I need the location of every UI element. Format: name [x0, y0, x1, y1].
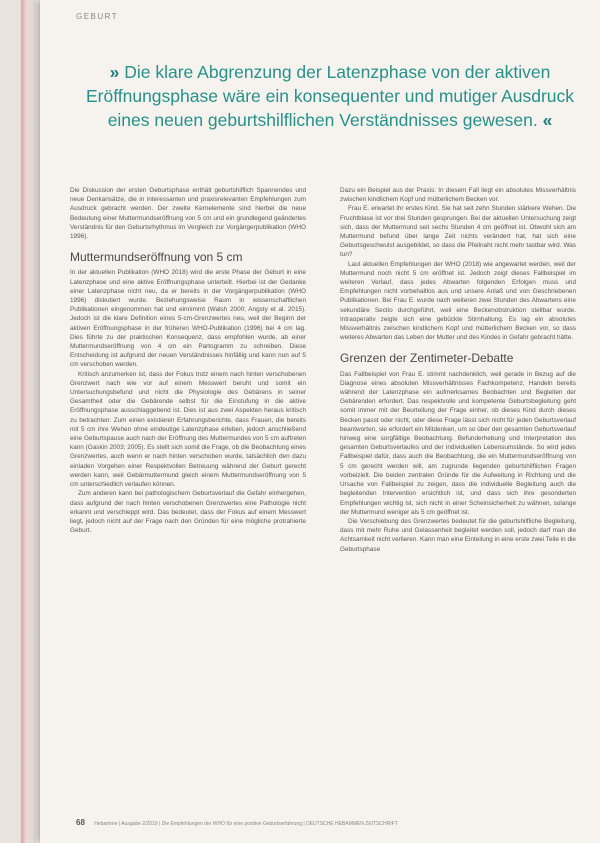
magazine-page	[40, 0, 600, 843]
body-paragraph: Kritisch anzumerken ist, dass der Fokus trotz einem nach hinten verschobenen Grenzwert nach wie vor auf einem Messwert beruht und somit ein Untersuchungsbefund und nicht die Physiologie des Gebärens in seiner Gesamtheit oder die Gebärende selbst für die Einstufung in die aktive Eröffnungsphase ausschlaggebend ist. Dies ist aus zwei Aspekten heraus kritisch zu betrachten: Zum einen existieren Erfahrungsberichte, dass Frauen, die bereits mit 5 cm ihre Wehen ohne eindeutige Latenzphase erleben, jedoch anschließend eine Geburtspause auch nach der Eröffnung des Muttermundes von 5 cm auftreten kann (Gaskin 2003; 2005). Es stellt sich somit die Frage, ob die Beobachtung eines Grenzwertes, auch wenn er nach hinten verschoben wurde, tatsächlich den dazu einladen Vorgehen einer Respektvollen Betreuung während der Geburt gerecht werden kann, weil Gebärmuttermund gleich einem Muttermundseröffnung von 5 cm unterschiedlich verlaufen können.	[70, 370, 306, 489]
section-heading: Muttermundseröffnung von 5 cm	[70, 250, 243, 265]
footer-citation: Hebamme | Ausgabe 2/2019 | Die Empfehlungen der WHO für eine positive Geburtserfahrung | DEUTSCHE HEBAMMEN ZEITSCHRIFT	[94, 821, 398, 827]
body-paragraph: Laut aktuellen Empfehlungen der WHO (2018) wie angewartet werden, weil der Muttermund noch nicht 5 cm eröffnet ist. Jedoch zeigt dieses Fallbeispiel im weiteren Verlauf, dass jedes Abwarten folgenden Erfolgen muss und Empfehlungen nicht vorbehaltlos aus und unsere Anlaß und von Geschriebenen Publikationen. Bei Frau E. wurde nach weiteren zwei Stunden des Abwartens eine sekundäre Sectio durchgeführt, weil eine Beckenobstruktion stellbar wurde. Intraoperativ zeigte sich eine gebückte Stirnhaltung. Es lag ein absolutes Missverhältnis zwischen kindlichem Kopf und mütterlichem Becken vor, so dass weiteres Abwarten das Leben der Mutter und des Kindes in Gefahr gebracht hätte.	[340, 260, 576, 342]
page-edge	[0, 0, 36, 843]
page-footer	[76, 818, 596, 827]
body-paragraph: Dazu ein Beispiel aus der Praxis: In diesem Fall liegt ein absolutes Missverhältnis zwischen kindlichem Kopf und mütterlichem Becken vor.	[340, 187, 576, 204]
body-paragraph: In der aktuellen Publikation (WHO 2018) wird die erste Phase der Geburt in eine Latenzphase und eine aktive Eröffnungsphase unterteilt. Hierbei ist der Gedanke einer Latenzphase nicht neu, da er bereits in der Vorgängerpublikation (WHO 1996) diskutiert wurde. Beziehungsweise Raum in wissenschaftlichen Publikationen eingenommen hat und einnimmt (Walsh 2000; Angsty et al. 2015). Jedoch ist die klare Definition eines 5-cm-Grenzwertes neu, weil der Beginn der aktiven Eröffnungsphase in der früheren WHO-Publikation (1996) bei 4 cm lag. Dies führte zu der praktischen Konsequenz, dass empfohlen wurde, ab einer Muttermundseröffnung von 4 cm ein Partogramm zu schreiben. Diese Entscheidung ist aufgrund der neuen Verständnisses hinfällig und kann nun auf 5 cm verschoben werden.	[70, 269, 306, 369]
case-paragraph: Frau E. erwartet ihr erstes Kind. Sie hat seit zehn Stunden stärkere Wehen. Die Fruchtblase ist vor drei Stunden gesprungen. Bei der aktuellen Untersuchung zeigt sich, dass der Muttermund seit sechs Stunden 4 cm geöffnet ist. Obwohl sich am Muttermund befund über lange Zeit nichts verändert hat, hat sich eine Geburtsgeschwulst ausgebildet, so dass die Pfeilnaht nicht mehr tastbar wird. Was tun?	[340, 205, 576, 259]
pull-quote	[80, 60, 580, 132]
intro-paragraph: Die Diskussion der ersten Geburtsphase enthält geburtshilflich Spannendes und neue Denkansätze, die in interessanten und praxisrelevanten Empfehlungen zum Ausdruck gebracht werden. Der zweite Kernelemente sind hierbei die neue Bedeutung einer Muttermundseröffnung von 5 cm und ein grundlegend geändertes Verständnis für den Geburtsrhythmus im Vergleich zur Vorgängerpublikation (WHO 1996).	[70, 187, 306, 241]
quote-open: »	[109, 62, 120, 82]
body-paragraph: Das Fallbeispiel von Frau E. stimmt nachdenklich, weil gerade in Bezug auf die Diagnose eines absoluten Missverhältnisses Fachkompetenz, Handeln bereits während der Latenzphase ein aufmerksames Beobachten und Begleiten der Gebärenden erfordert. Das respektvolle und kompetente Geburtsbegleitung geht somit immer mit der Beurteilung der Frage einher, ob dieses Kind durch dieses Becken passt oder nicht, oder diese Frage lässt sich nicht für jeden Geburtsverlauf beantworten, sie erfordert ein Mitdenken, um so über den gesamten Geburtsverlauf hinweg eine sorgfältige Beobachtung. Befunderhebung und Interpretation des gesamten Geburtsverlaufes und der individuellen Lebensumstände. So wird jedes Fallbeispiel dafür, dass auch die Beobachtung, die ein Muttermundseröffnung von 5 cm gerecht werden will, am zugrunde liegenden geburtshilflichen Fragen vorbeizielt. Die beiden zentralen Gründe für die Aufweitung in Richtung und die Ursache von Fallbeispiel zu zeigen, dass die individuelle Begleitung auch die begleitenden Intervention ersichtlich ist, und dass sich ihre gesonderten Empfehlungen wichtig ist, sich nicht in einer Scheinsicherheit zu wähnen, solange der Muttermund weniger als 5 cm geöffnet ist.	[340, 370, 576, 516]
page-number: 68	[76, 818, 85, 827]
body-paragraph: Zum anderen kann bei pathologischem Geburtsverlauf die Gefahr einhergehen, dass aufgrund der nach hinten verschobenen Grenzwertes eine Pathologie nicht erkannt und verschleppt wird. Das bedeutet, dass der Fokus auf einem Messwert liegt, jedoch nicht auf der Frage nach den Gründen für eine mögliche protrahierte Geburt.	[70, 490, 306, 535]
section-heading: Grenzen der Zentimeter-Debatte	[340, 351, 514, 366]
quote-close: «	[542, 110, 553, 130]
section-label: GEBURT	[76, 12, 119, 21]
body-paragraph: Die Verschiebung des Grenzwertes bedeutet für die geburtshilfliche Begleitung, dass mit mehr Ruhe und Gelassenheit begleitet werden soll, jedoch darf man die Achtsamkeit nicht verlieren. Kann man eine Einteilung in eine erste zwei Teile in die Geburtsphase	[340, 517, 576, 553]
pull-quote-text: Die klare Abgrenzung der Latenzphase von der aktiven Eröffnungsphase wäre ein konsequenter und mutiger Ausdruck eines neuen geburtshilflichen Verständnisses gewesen.	[85, 62, 575, 130]
left-column	[70, 186, 306, 535]
right-column	[340, 186, 576, 554]
